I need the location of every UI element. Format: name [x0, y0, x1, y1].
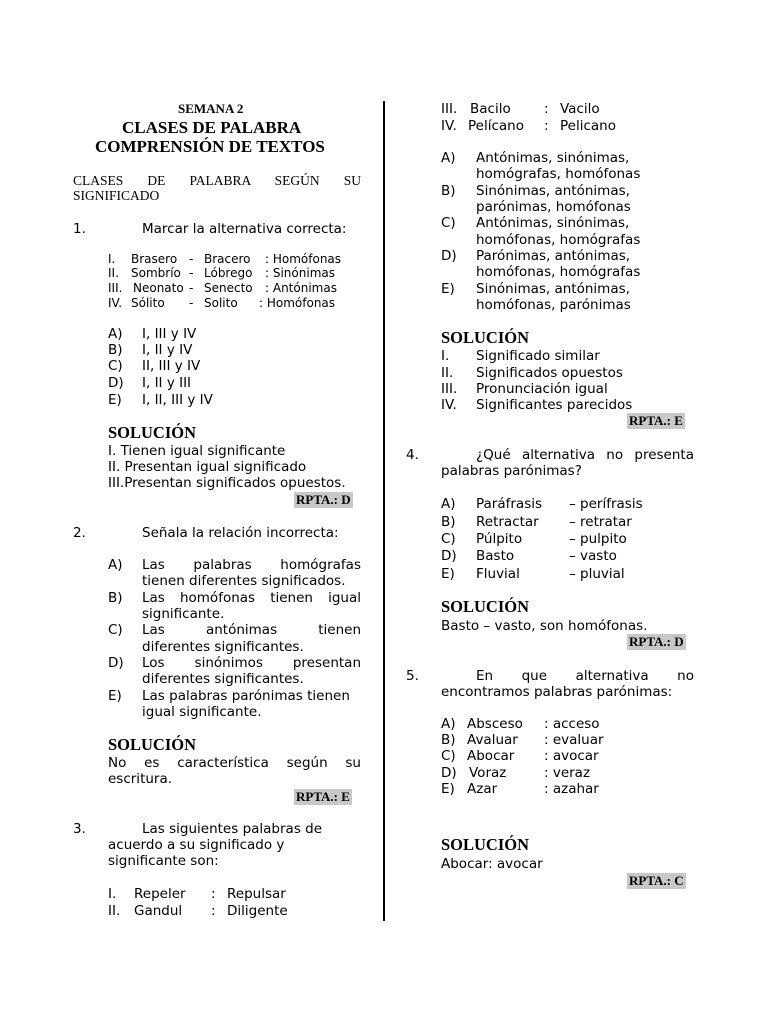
pair-word: Lóbrego — [204, 266, 253, 280]
pair-word: Bacilo — [470, 101, 511, 117]
solution-heading: SOLUCIÓN — [441, 835, 530, 854]
pair-word: Solito — [204, 296, 238, 310]
pair-roman: I. — [108, 886, 117, 902]
solution-roman: I. — [441, 348, 450, 364]
solution-line: II. Presentan igual significado — [108, 459, 307, 475]
option-word: : acceso — [544, 716, 600, 732]
option-word: Basto — [476, 548, 515, 564]
option-text: Los sinónimos presentan — [142, 655, 361, 671]
solution-heading: SOLUCIÓN — [441, 328, 530, 347]
option-word: Voraz — [469, 765, 507, 781]
option-letter: C) — [441, 531, 456, 547]
pair-word: Pelícano — [468, 118, 524, 134]
pair-word: Repeler — [134, 886, 186, 902]
question-stem: ¿Qué alternativa no presenta — [476, 447, 694, 463]
option-letter: A) — [441, 496, 456, 512]
question-stem: significante son: — [108, 853, 219, 869]
pair-word: Sólito — [131, 296, 165, 310]
pair-roman: I. — [108, 252, 116, 266]
option-letter: C) — [108, 358, 123, 374]
pair-word: Bracero — [204, 252, 251, 266]
option-letter: E) — [108, 688, 122, 704]
pair-type: : Antónimas — [265, 281, 337, 295]
option-text: significante. — [142, 606, 225, 622]
solution-roman: III. — [441, 381, 458, 397]
solution-line: escritura. — [108, 771, 173, 787]
pair-dash: - — [189, 296, 194, 310]
option-word: : avocar — [544, 748, 599, 764]
question-stem: Señala la relación incorrecta: — [142, 525, 339, 541]
question-number: 4. — [406, 447, 419, 463]
option-word: Abocar — [467, 748, 515, 764]
pair-roman: III. — [441, 101, 458, 117]
option-text: Las palabras parónimas tienen — [142, 688, 350, 704]
option-letter: A) — [441, 716, 456, 732]
option-word: Azar — [467, 781, 498, 797]
answer-badge: RPTA.: E — [296, 789, 350, 804]
option-word: – vasto — [569, 548, 617, 564]
option-letter: E) — [441, 566, 455, 582]
question-stem: palabras parónimas? — [441, 463, 582, 479]
option-word: – pluvial — [569, 566, 625, 582]
page-title: CLASES DE PALABRA — [122, 118, 302, 137]
solution-roman: II. — [441, 365, 454, 381]
option-text: I, III y IV — [142, 326, 197, 342]
option-letter: D) — [441, 765, 457, 781]
option-text: Parónimas, antónimas, — [476, 248, 631, 264]
pair-roman: IV. — [441, 118, 457, 134]
option-letter: D) — [108, 375, 124, 391]
option-text: I, II, III y IV — [142, 392, 213, 408]
week-label: SEMANA 2 — [178, 101, 244, 116]
pair-word: Senecto — [204, 281, 253, 295]
solution-heading: SOLUCIÓN — [108, 423, 197, 442]
solution-line: Significado similar — [476, 348, 600, 364]
option-text: tienen diferentes significados. — [142, 573, 346, 589]
option-word: Retractar — [476, 514, 539, 530]
option-letter: B) — [108, 590, 123, 606]
pair-word: Gandul — [134, 903, 183, 919]
option-letter: E) — [441, 781, 455, 797]
option-letter: C) — [108, 622, 123, 638]
option-word: – perífrasis — [569, 496, 643, 512]
page-subtitle: COMPRENSIÓN DE TEXTOS — [95, 137, 325, 156]
solution-line: I. Tienen igual significante — [108, 443, 286, 459]
option-word: Paráfrasis — [476, 496, 543, 512]
option-word: : evaluar — [544, 732, 604, 748]
solution-line: Pronunciación igual — [476, 381, 608, 397]
pair-dash: - — [189, 266, 194, 280]
solution-line: Significantes parecidos — [476, 397, 633, 413]
option-text: Antónimas, sinónimas, — [476, 215, 630, 231]
option-text: Sinónimas, antónimas, — [476, 183, 630, 199]
question-stem: acuerdo a su significado y — [108, 837, 285, 853]
question-stem: encontramos palabras parónimas: — [441, 684, 673, 700]
question-stem: Marcar la alternativa correcta: — [142, 221, 347, 237]
solution-heading: SOLUCIÓN — [108, 735, 197, 754]
pair-word: Brasero — [131, 252, 178, 266]
pair-type: : Homófonas — [259, 296, 336, 310]
option-letter: C) — [441, 215, 456, 231]
option-text: diferentes significantes. — [142, 671, 304, 687]
pair-word: Diligente — [227, 903, 288, 919]
option-text: Las palabras homógrafas — [142, 557, 361, 573]
option-text: I, II y IV — [142, 342, 193, 358]
answer-badge: RPTA.: C — [629, 873, 684, 888]
answer-badge: RPTA.: D — [629, 634, 684, 649]
option-letter: E) — [108, 392, 122, 408]
option-text: igual significante. — [142, 704, 262, 720]
option-letter: A) — [441, 150, 456, 166]
solution-line: III.Presentan significados opuestos. — [108, 475, 346, 491]
option-letter: D) — [441, 548, 457, 564]
solution-heading: SOLUCIÓN — [441, 597, 530, 616]
option-text: I, II y III — [142, 375, 192, 391]
option-text: homógrafas, homófonas — [476, 166, 641, 182]
question-stem: En que alternativa no — [476, 668, 694, 684]
pair-type: : Homófonas — [265, 252, 342, 266]
option-letter: A) — [108, 326, 123, 342]
option-word: – retratar — [569, 514, 632, 530]
option-word: Absceso — [467, 716, 523, 732]
option-letter: B) — [108, 342, 123, 358]
question-number: 3. — [73, 821, 86, 837]
pair-colon: : — [544, 118, 549, 134]
pair-roman: IV. — [108, 296, 123, 310]
option-text: Sinónimas, antónimas, — [476, 281, 630, 297]
option-letter: D) — [441, 248, 457, 264]
pair-word: Repulsar — [227, 886, 286, 902]
option-text: homófonas, homógrafas — [476, 264, 641, 280]
pair-roman: III. — [108, 281, 123, 295]
question-number: 1. — [73, 221, 86, 237]
option-word: Púlpito — [476, 531, 523, 547]
option-letter: D) — [108, 655, 124, 671]
option-letter: E) — [441, 281, 455, 297]
answer-badge: RPTA.: D — [296, 492, 351, 507]
option-word: – pulpito — [569, 531, 627, 547]
pair-word: Neonato — [133, 281, 184, 295]
option-letter: A) — [108, 557, 123, 573]
pair-word: Vacilo — [560, 101, 600, 117]
option-text: diferentes significantes. — [142, 639, 304, 655]
option-word: : veraz — [544, 765, 591, 781]
option-letter: B) — [441, 183, 456, 199]
pair-type: : Sinónimas — [265, 266, 335, 280]
solution-line: Abocar: avocar — [441, 856, 543, 872]
question-number: 2. — [73, 525, 86, 541]
pair-colon: : — [211, 903, 216, 919]
pair-dash: - — [189, 281, 194, 295]
pair-colon: : — [544, 101, 549, 117]
section-heading: CLASES DE PALABRA SEGÚN SU — [73, 173, 361, 188]
solution-roman: IV. — [441, 397, 457, 413]
option-word: : azahar — [544, 781, 599, 797]
option-word: Fluvial — [476, 566, 520, 582]
option-letter: C) — [441, 748, 456, 764]
pair-colon: : — [211, 886, 216, 902]
pair-word: Pelicano — [560, 118, 616, 134]
question-stem: Las siguientes palabras de — [142, 821, 323, 837]
option-text: Las antónimas tienen — [142, 622, 361, 638]
option-text: homófonas, homógrafas — [476, 232, 641, 248]
pair-dash: - — [189, 252, 194, 266]
option-text: Antónimas, sinónimas, — [476, 150, 630, 166]
solution-line: No es característica según su — [108, 755, 361, 771]
option-letter: B) — [441, 732, 456, 748]
question-number: 5. — [406, 668, 419, 684]
pair-roman: II. — [108, 903, 121, 919]
option-text: II, III y IV — [142, 358, 201, 374]
solution-line: Basto – vasto, son homófonas. — [441, 618, 648, 634]
option-word: Avaluar — [467, 732, 518, 748]
option-letter: B) — [441, 514, 456, 530]
option-text: Las homófonas tienen igual — [142, 590, 361, 606]
column-divider — [383, 101, 385, 921]
option-text: homófonas, parónimas — [476, 297, 631, 313]
solution-line: Significados opuestos — [476, 365, 623, 381]
section-heading-2: SIGNIFICADO — [73, 188, 160, 203]
answer-badge: RPTA.: E — [629, 413, 683, 428]
pair-roman: II. — [108, 266, 119, 280]
option-text: parónimas, homófonas — [476, 199, 631, 215]
pair-word: Sombrío — [131, 266, 181, 280]
